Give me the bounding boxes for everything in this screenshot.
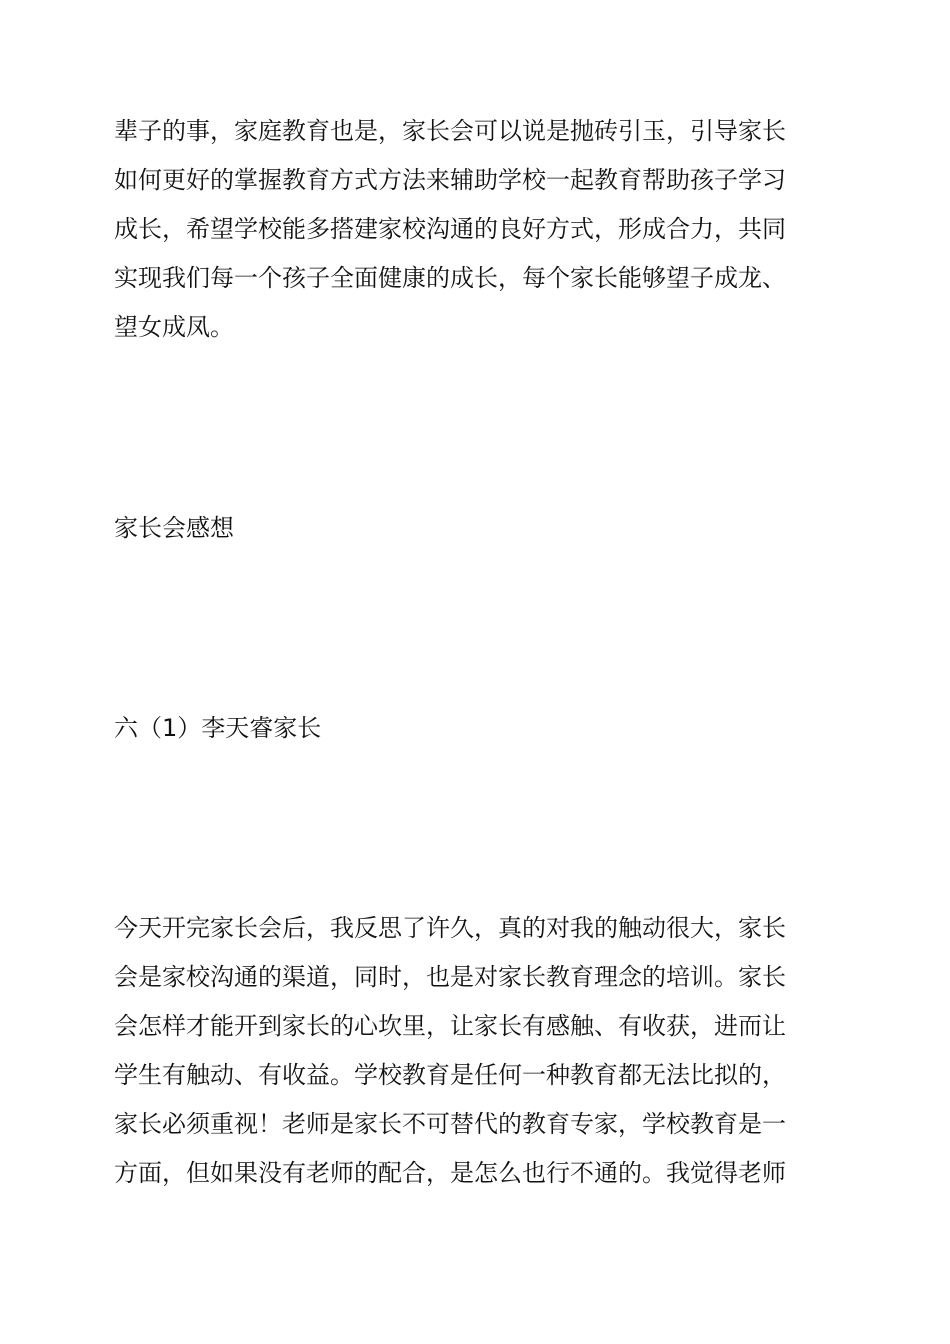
paragraph-2-line: 会怎样才能开到家长的心坎里，让家长有感触、有收获，进而让	[114, 1012, 786, 1040]
paragraph-2-line: 方面，但如果没有老师的配合，是怎么也行不通的。我觉得老师	[114, 1159, 786, 1187]
paragraph-2-line: 学生有触动、有收益。学校教育是任何一种教育都无法比拟的，	[114, 1061, 786, 1089]
paragraph-1-line: 辈子的事，家庭教育也是，家长会可以说是抛砖引玉，引导家长	[114, 117, 786, 145]
heading-text: 家长会感想	[114, 514, 234, 542]
paragraph-2-line: 今天开完家长会后，我反思了许久，真的对我的触动很大，家长	[114, 914, 786, 942]
paragraph-1	[114, 107, 844, 352]
paragraph-1-line: 望女成凤。	[114, 313, 234, 341]
paragraph-2-line: 家长必须重视！老师是家长不可替代的教育专家，学校教育是一	[114, 1110, 786, 1138]
section-heading	[114, 504, 844, 553]
author-text: 六（1）李天睿家长	[114, 714, 322, 742]
paragraph-1-line: 实现我们每一个孩子全面健康的成长，每个家长能够望子成龙、	[114, 264, 786, 292]
paragraph-2	[114, 904, 844, 1198]
paragraph-2-line: 会是家校沟通的渠道，同时，也是对家长教育理念的培训。家长	[114, 963, 786, 991]
paragraph-1-line: 成长，希望学校能多搭建家校沟通的良好方式，形成合力，共同	[114, 215, 786, 243]
author-line	[114, 704, 844, 753]
paragraph-1-line: 如何更好的掌握教育方式方法来辅助学校一起教育帮助孩子学习	[114, 166, 786, 194]
